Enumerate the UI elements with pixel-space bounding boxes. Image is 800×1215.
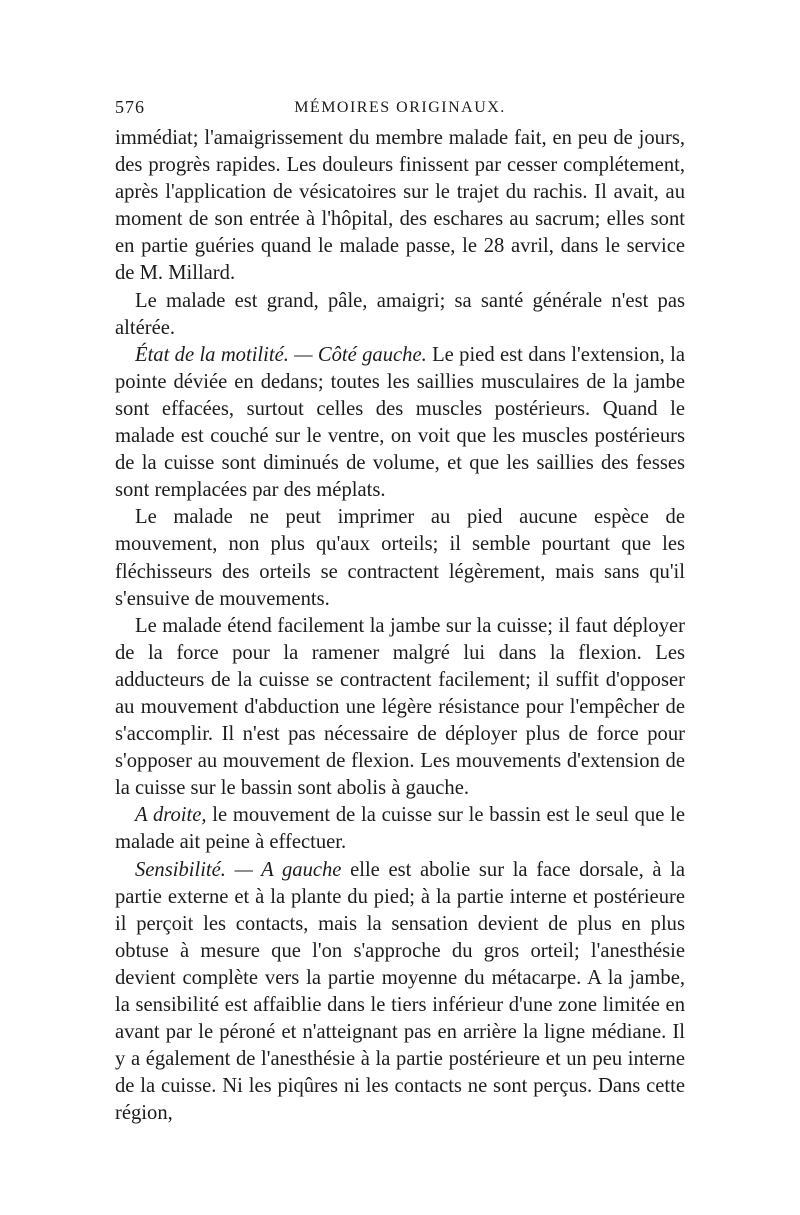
page-number: 576 bbox=[115, 97, 145, 117]
paragraph bbox=[115, 288, 685, 342]
paragraph-continued bbox=[115, 125, 685, 288]
section-heading-motility: État de la motilité. — Côté gauche. bbox=[135, 343, 427, 366]
paragraph-motility bbox=[115, 342, 685, 505]
paragraph-text: Le malade étend facilement la jambe sur la cuisse; il faut déployer de la force pour la ramener malgré lui dans la flexion. Les adducteurs de la cuisse se contractent facilement; il suffit d'opposer au mouvement d'abduction une légère résistance pour l'empêcher de s'accomplir. Il n'est pas nécessaire de déployer plus de force pour s'opposer au mouvement de flexion. Les mouvements d'extension de la cuisse sur le bassin sont abolis à gauche. bbox=[115, 614, 685, 800]
paragraph-right-side bbox=[115, 802, 685, 856]
paragraph-sensibility bbox=[115, 857, 685, 1128]
paragraph-text: elle est abolie sur la face dorsale, à la partie externe et à la plante du pied; à la partie interne et postérieure il perçoit les contacts, mais la sensation devient de plus en plus obtuse à mesure que l'on s'approche du gros orteil; l'anesthésie devient complète vers la partie moyenne du métacarpe. A la jambe, la sensibilité est affaiblie dans le tiers inférieur d'une zone limitée en avant par le péroné et n'atteignant pas en arrière la ligne médiane. Il y a également de l'anesthésie à la partie postérieure et un peu interne de la cuisse. Ni les piqûres ni les contacts ne sont perçus. Dans cette région, bbox=[115, 858, 685, 1125]
section-lead-right: A droite, bbox=[135, 804, 207, 827]
paragraph-text: immédiat; l'amaigrissement du membre malade fait, en peu de jours, des progrès rapides. Les douleurs finissent par cesser complétement, après l'application de vésicatoires sur le trajet du rachis. Il avait, au moment de son entrée à l'hôpital, des eschares au sacrum; elles sont en partie guéries quand le malade passe, le 28 avril, dans le service de M. Millard. bbox=[115, 127, 685, 285]
paragraph-text: Le pied est dans l'extension, la pointe déviée en dedans; toutes les saillies musculaires de la jambe sont effacées, surtout celles des muscles postérieurs. Quand le malade est couché sur le ventre, on voit que les muscles postérieurs de la cuisse sont diminués de volume, et que les saillies des fesses sont remplacées par des méplats. bbox=[115, 343, 685, 502]
section-heading-sensibility: Sensibilité. — A gauche bbox=[135, 858, 342, 881]
paragraph-text: le mouvement de la cuisse sur le bassin est le seul que le malade ait peine à effectuer. bbox=[115, 804, 685, 854]
paragraph-text: Le malade est grand, pâle, amaigri; sa santé générale n'est pas altérée. bbox=[115, 289, 685, 339]
running-title: MÉMOIRES ORIGINAUX. bbox=[294, 99, 506, 116]
paragraph bbox=[115, 504, 685, 612]
document-page bbox=[115, 95, 685, 1127]
paragraph-text: Le malade ne peut imprimer au pied aucune espèce de mouvement, non plus qu'aux orteils; il semble pourtant que les fléchisseurs des orteils se contractent légèrement, mais sans qu'il s'ensuive de mouvements. bbox=[115, 506, 685, 610]
body-text bbox=[115, 125, 685, 1127]
paragraph bbox=[115, 613, 685, 803]
page-header bbox=[115, 95, 685, 125]
